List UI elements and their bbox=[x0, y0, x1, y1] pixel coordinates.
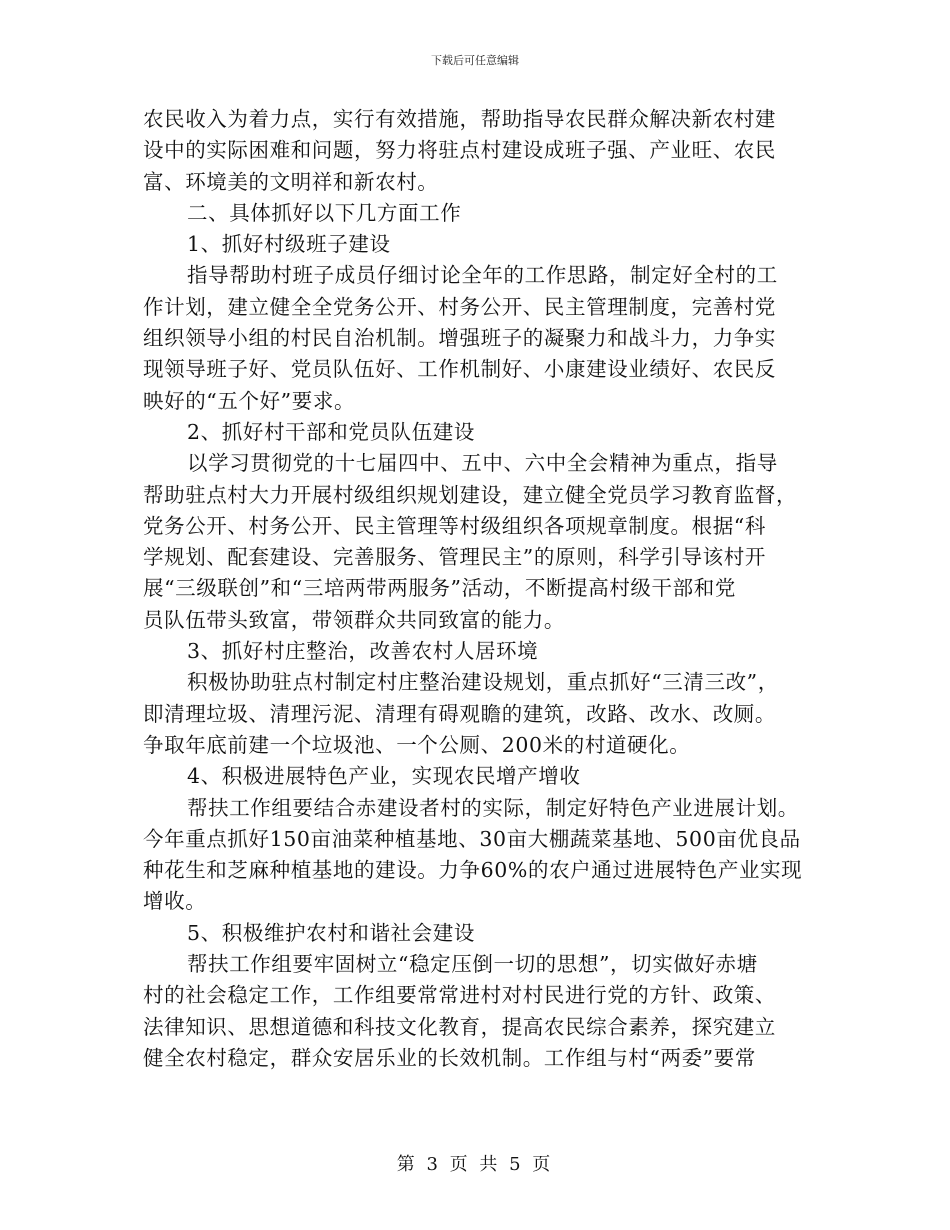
text-line: 作计划，建立健全全党务公开、村务公开、民主管理制度，完善村党 bbox=[143, 294, 776, 319]
text-line: 二、具体抓好以下几方面工作 bbox=[187, 200, 462, 225]
text-line: 以学习贯彻党的十七届四中、五中、六中全会精神为重点，指导 bbox=[187, 451, 778, 476]
text-line: 即清理垃圾、清理污泥、清理有碍观瞻的建筑，改路、改水、改厕。 bbox=[143, 701, 776, 726]
text-line: 2、抓好村干部和党员队伍建设 bbox=[187, 419, 475, 444]
text-line: 富、环境美的文明祥和新农村。 bbox=[143, 169, 439, 194]
document-body bbox=[143, 104, 813, 1074]
text-line: 党务公开、村务公开、民主管理等村级组织各项规章制度。根据“科 bbox=[143, 513, 766, 538]
text-line: 设中的实际困难和问题，努力将驻点村建设成班子强、产业旺、农民 bbox=[143, 138, 776, 163]
page-header: 下载后可任意编辑 bbox=[431, 54, 519, 67]
text-line: 种花生和芝麻种植基地的建设。力争60%的农户通过进展特色产业实现 bbox=[143, 858, 803, 883]
page-footer: 第 3 页 共 5 页 bbox=[396, 1154, 554, 1175]
text-line: 农民收入为着力点，实行有效措施，帮助指导农民群众解决新农村建 bbox=[143, 107, 776, 131]
text-line: 现领导班子好、党员队伍好、工作机制好、小康建设业绩好、农民反 bbox=[143, 357, 776, 382]
text-line: 3、抓好村庄整治，改善农村人居环境 bbox=[187, 639, 539, 664]
text-line: 健全农村稳定，群众安居乐业的长效机制。工作组与村“两委”要常 bbox=[143, 1045, 756, 1070]
text-line: 争取年底前建一个垃圾池、一个公厕、200米的村道硬化。 bbox=[143, 732, 691, 757]
text-line: 4、积极进展特色产业，实现农民增产增收 bbox=[187, 764, 581, 789]
text-line: 展“三级联创”和“三培两带两服务”活动，不断提高村级干部和党 bbox=[143, 576, 736, 601]
text-line: 帮扶工作组要牢固树立“稳定压倒一切的思想”，切实做好赤塘 bbox=[187, 952, 758, 977]
text-line: 帮助驻点村大力开展村级组织规划建设，建立健全党员学习教育监督， bbox=[143, 482, 798, 507]
text-line: 员队伍带头致富，带领群众共同致富的能力。 bbox=[143, 607, 565, 632]
text-line: 今年重点抓好150亩油菜种植基地、30亩大棚蔬菜基地、500亩优良品 bbox=[143, 826, 801, 851]
text-line: 指导帮助村班子成员仔细讨论全年的工作思路，制定好全村的工 bbox=[187, 263, 778, 288]
text-line: 增收。 bbox=[143, 889, 207, 914]
text-line: 组织领导小组的村民自治机制。增强班子的凝聚力和战斗力，力争实 bbox=[143, 326, 776, 351]
text-line: 1、抓好村级班子建设 bbox=[187, 232, 391, 257]
text-line: 5、积极维护农村和谐社会建设 bbox=[187, 920, 475, 945]
text-line: 村的社会稳定工作，工作组要常常进村对村民进行党的方针、政策、 bbox=[143, 983, 776, 1008]
text-line: 帮扶工作组要结合赤建设者村的实际，制定好特色产业进展计划。 bbox=[187, 795, 799, 820]
text-line: 法律知识、思想道德和科技文化教育，提高农民综合素养，探究建立 bbox=[143, 1014, 776, 1039]
text-line: 映好的“五个好”要求。 bbox=[143, 388, 356, 413]
text-line: 积极协助驻点村制定村庄整治建设规划，重点抓好“三清三改”， bbox=[187, 670, 779, 695]
text-line: 学规划、配套建设、完善服务、管理民主”的原则，科学引导该村开 bbox=[143, 545, 766, 570]
